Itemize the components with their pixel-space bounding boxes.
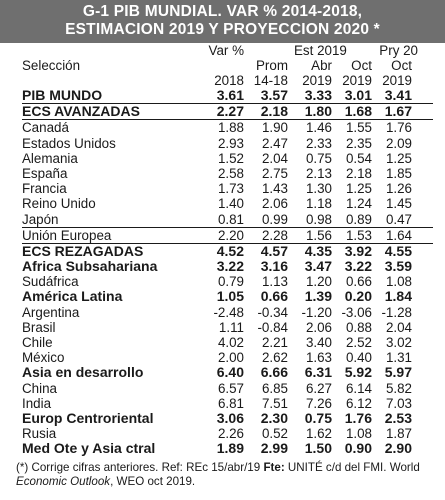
- table-row: [22, 196, 433, 211]
- row-label: Estados Unidos: [22, 135, 116, 151]
- cell-prom-14-18: 0.52: [261, 426, 288, 442]
- cell-oct-pry: 3.02: [385, 335, 412, 350]
- cell-abr-2019: 7.26: [305, 395, 332, 411]
- cell-oct-2019: 1.53: [345, 227, 372, 243]
- cell-oct-2019: 2.18: [345, 165, 372, 181]
- cell-oct-2019: 3.92: [344, 242, 372, 259]
- table-row: [22, 381, 433, 396]
- cell-oct-pry: 2.53: [384, 409, 412, 426]
- cell-prom-14-18: 2.06: [261, 196, 288, 212]
- row-label: Africa Subsahariana: [22, 258, 158, 275]
- cell-var-2018: 1.11: [218, 319, 244, 335]
- cell-prom-14-18: 2.28: [261, 227, 288, 243]
- cell-oct-2019: 6.14: [345, 380, 372, 396]
- cell-oct-2019: 3.22: [344, 258, 372, 275]
- row-label: Argentina: [22, 304, 80, 320]
- cell-oct-pry: 5.82: [385, 380, 412, 396]
- cell-prom-14-18: 2.62: [261, 350, 288, 366]
- cell-prom-14-18: 2.18: [260, 103, 288, 120]
- cell-oct-pry: 3.41: [384, 87, 412, 103]
- table-row: [22, 305, 433, 320]
- cell-var-2018: 6.81: [217, 395, 244, 411]
- row-label: Chile: [22, 335, 53, 350]
- header-est-2019: Est 2019: [294, 43, 347, 58]
- header-pry-20: Pry 20: [379, 43, 418, 58]
- table-row: [22, 136, 433, 151]
- cell-var-2018: 1.05: [216, 288, 244, 305]
- cell-abr-2019: 0.75: [304, 409, 332, 426]
- cell-prom-14-18: -0.34: [257, 304, 288, 320]
- footer-source-label: Fte:: [263, 460, 285, 474]
- cell-abr-2019: 1.62: [305, 426, 332, 442]
- cell-oct-pry: 2.90: [384, 440, 412, 457]
- cell-oct-pry: 1.85: [385, 165, 412, 181]
- header-row-2: [22, 58, 433, 73]
- cell-var-2018: 6.40: [216, 364, 244, 381]
- table-row: [22, 88, 433, 104]
- cell-abr-2019: 1.39: [304, 288, 332, 305]
- cell-abr-2019: 1.30: [305, 181, 332, 197]
- cell-prom-14-18: -0.84: [257, 319, 288, 335]
- header-row-3: [22, 73, 433, 88]
- header-abr: Abr: [311, 58, 332, 73]
- title-banner: [0, 0, 445, 43]
- cell-prom-14-18: 0.66: [260, 288, 288, 305]
- cell-prom-14-18: 2.04: [261, 150, 288, 166]
- cell-oct-2019: 0.20: [344, 288, 372, 305]
- header-seleccion: Selección: [22, 58, 81, 73]
- cell-oct-2019: -3.06: [341, 304, 372, 320]
- cell-var-2018: 0.81: [217, 211, 244, 227]
- header-2019-oct: 2019: [342, 73, 372, 88]
- cell-oct-2019: 1.55: [345, 120, 372, 136]
- cell-oct-pry: 0.47: [385, 211, 412, 227]
- cell-oct-pry: 2.09: [385, 135, 412, 151]
- cell-var-2018: 1.88: [217, 120, 244, 136]
- cell-oct-pry: 1.64: [385, 227, 412, 243]
- cell-abr-2019: 3.33: [304, 87, 332, 103]
- cell-abr-2019: 6.27: [305, 380, 332, 396]
- cell-var-2018: 1.52: [217, 150, 244, 166]
- cell-prom-14-18: 2.99: [260, 440, 288, 457]
- cell-oct-2019: 0.90: [344, 440, 372, 457]
- cell-abr-2019: 6.31: [304, 364, 332, 381]
- row-label: ECS AVANZADAS: [22, 103, 140, 120]
- row-label: Japón: [22, 211, 59, 227]
- cell-var-2018: 2.00: [217, 350, 244, 366]
- table-row: [22, 120, 433, 135]
- cell-prom-14-18: 4.57: [260, 242, 288, 259]
- cell-var-2018: 4.02: [217, 335, 244, 350]
- cell-oct-pry: 3.59: [384, 258, 412, 275]
- cell-oct-pry: 1.76: [385, 120, 412, 136]
- cell-prom-14-18: 1.90: [261, 120, 288, 136]
- table-body: [22, 88, 433, 457]
- table-row: [22, 104, 433, 120]
- cell-var-2018: 2.27: [216, 103, 244, 120]
- table-row: [22, 365, 433, 380]
- cell-oct-2019: 3.01: [344, 87, 372, 103]
- cell-abr-2019: 2.33: [305, 135, 332, 151]
- cell-abr-2019: 1.80: [304, 103, 332, 120]
- header-2019-pry: 2019: [382, 73, 412, 88]
- cell-prom-14-18: 1.43: [261, 181, 288, 197]
- cell-oct-2019: 0.66: [345, 274, 372, 290]
- cell-oct-2019: 2.52: [345, 335, 372, 350]
- cell-oct-pry: 1.08: [385, 274, 412, 290]
- row-label: Canadá: [22, 120, 69, 136]
- cell-var-2018: -2.48: [213, 304, 244, 320]
- cell-prom-14-18: 1.13: [261, 274, 288, 290]
- row-label: Francia: [22, 181, 67, 197]
- cell-var-2018: 1.89: [216, 440, 244, 457]
- cell-prom-14-18: 3.16: [260, 258, 288, 275]
- cell-oct-2019: 1.25: [345, 181, 372, 197]
- cell-abr-2019: -1.20: [301, 304, 332, 320]
- cell-abr-2019: 3.40: [305, 335, 332, 350]
- cell-oct-pry: 1.31: [385, 350, 412, 366]
- cell-oct-2019: 0.89: [345, 211, 372, 227]
- cell-oct-2019: 0.88: [345, 319, 372, 335]
- cell-var-2018: 2.93: [217, 135, 244, 151]
- cell-oct-pry: 7.03: [385, 395, 412, 411]
- row-label: Reino Unido: [22, 196, 96, 212]
- cell-oct-pry: 2.04: [385, 319, 412, 335]
- cell-prom-14-18: 2.47: [261, 135, 288, 151]
- table-row: [22, 335, 433, 350]
- row-label: América Latina: [22, 288, 123, 305]
- cell-abr-2019: 0.98: [305, 211, 332, 227]
- footer-note: [16, 461, 433, 489]
- cell-oct-pry: -1.28: [381, 304, 412, 320]
- cell-abr-2019: 1.63: [305, 350, 332, 366]
- row-label: China: [22, 380, 57, 396]
- header-2019-abr: 2019: [302, 73, 332, 88]
- cell-oct-pry: 1.26: [385, 181, 412, 197]
- cell-abr-2019: 4.35: [304, 242, 332, 259]
- cell-prom-14-18: 2.30: [260, 409, 288, 426]
- cell-oct-pry: 4.55: [384, 242, 412, 259]
- cell-oct-pry: 1.67: [384, 103, 412, 120]
- cell-var-2018: 3.22: [216, 258, 244, 275]
- header-2018: 2018: [214, 73, 244, 88]
- table-row: [22, 289, 433, 304]
- cell-oct-pry: 5.97: [384, 364, 412, 381]
- header-14-18: 14-18: [253, 73, 288, 88]
- cell-abr-2019: 0.75: [305, 150, 332, 166]
- table-row: [22, 244, 433, 259]
- cell-abr-2019: 1.20: [305, 274, 332, 290]
- table-row: [22, 228, 433, 244]
- row-label: Med Ote y Asia ctral: [22, 440, 156, 457]
- cell-oct-2019: 0.40: [345, 350, 372, 366]
- gdp-table: [22, 43, 433, 457]
- row-label: Unión Europea: [22, 227, 112, 243]
- table-row: [22, 181, 433, 196]
- footer-tail: , WEO oct 2019.: [110, 474, 196, 488]
- row-label: India: [22, 395, 52, 411]
- cell-var-2018: 2.20: [217, 227, 244, 243]
- footer-source-text: UNITÉ c/d del FMI. World: [284, 460, 420, 474]
- cell-prom-14-18: 2.75: [261, 165, 288, 181]
- row-label: Brasil: [22, 319, 56, 335]
- cell-abr-2019: 1.46: [305, 120, 332, 136]
- cell-oct-2019: 0.54: [345, 150, 372, 166]
- footer-correction: (*) Corrige cifras anteriores. Ref: REc 15/abr/19: [16, 460, 264, 474]
- cell-var-2018: 2.26: [217, 426, 244, 442]
- cell-oct-2019: 6.12: [345, 395, 372, 411]
- cell-abr-2019: 1.56: [305, 227, 332, 243]
- title-line-2: ESTIMACION 2019 Y PROYECCION 2020 *: [65, 21, 380, 38]
- cell-oct-pry: 1.25: [385, 150, 412, 166]
- table-row: [22, 411, 433, 426]
- cell-var-2018: 6.57: [217, 380, 244, 396]
- cell-prom-14-18: 0.99: [261, 211, 288, 227]
- row-label: Europ Centroriental: [22, 409, 154, 426]
- cell-oct-pry: 1.87: [385, 426, 412, 442]
- header-var-pct: Var %: [208, 43, 244, 58]
- cell-oct-2019: 1.08: [345, 426, 372, 442]
- cell-oct-pry: 1.84: [384, 288, 412, 305]
- cell-var-2018: 1.40: [217, 196, 244, 212]
- table-row: [22, 320, 433, 335]
- table-row: [22, 274, 433, 289]
- cell-oct-2019: 1.24: [345, 196, 372, 212]
- header-oct-2: Oct: [391, 58, 412, 73]
- row-label: Sudáfrica: [22, 274, 79, 290]
- cell-abr-2019: 2.13: [305, 165, 332, 181]
- cell-var-2018: 0.79: [217, 274, 244, 290]
- header-row-1: [22, 43, 433, 58]
- cell-abr-2019: 3.47: [304, 258, 332, 275]
- cell-abr-2019: 2.06: [305, 319, 332, 335]
- cell-abr-2019: 1.50: [304, 440, 332, 457]
- cell-prom-14-18: 6.85: [261, 380, 288, 396]
- cell-oct-2019: 1.76: [344, 409, 372, 426]
- table-row: [22, 396, 433, 411]
- table-row: [22, 151, 433, 166]
- table-row: [22, 441, 433, 456]
- cell-var-2018: 1.73: [217, 181, 244, 197]
- cell-prom-14-18: 2.21: [261, 335, 288, 350]
- cell-abr-2019: 1.18: [305, 196, 332, 212]
- title-line-1: G-1 PIB MUNDIAL. VAR % 2014-2018,: [82, 3, 363, 20]
- cell-var-2018: 4.52: [216, 242, 244, 259]
- cell-var-2018: 3.06: [216, 409, 244, 426]
- header-oct: Oct: [351, 58, 372, 73]
- row-label: España: [22, 165, 68, 181]
- cell-oct-2019: 1.68: [344, 103, 372, 120]
- row-label: Asia en desarrollo: [22, 364, 144, 381]
- cell-var-2018: 2.58: [217, 165, 244, 181]
- cell-prom-14-18: 7.51: [261, 395, 288, 411]
- row-label: Rusia: [22, 426, 57, 442]
- table-row: [22, 212, 433, 228]
- header-prom: Prom: [256, 58, 288, 73]
- table-row: [22, 426, 433, 441]
- cell-oct-pry: 1.45: [385, 196, 412, 212]
- cell-var-2018: 3.61: [216, 87, 244, 103]
- cell-oct-2019: 5.92: [344, 364, 372, 381]
- row-label: México: [22, 350, 65, 366]
- cell-oct-2019: 2.35: [345, 135, 372, 151]
- table-row: [22, 350, 433, 365]
- table-row: [22, 259, 433, 274]
- cell-prom-14-18: 6.66: [260, 364, 288, 381]
- footer-publication: Economic Outlook: [16, 474, 111, 488]
- row-label: ECS REZAGADAS: [22, 242, 144, 259]
- cell-prom-14-18: 3.57: [260, 87, 288, 103]
- row-label: Alemania: [22, 150, 78, 166]
- row-label: PIB MUNDO: [22, 87, 103, 103]
- table-row: [22, 166, 433, 181]
